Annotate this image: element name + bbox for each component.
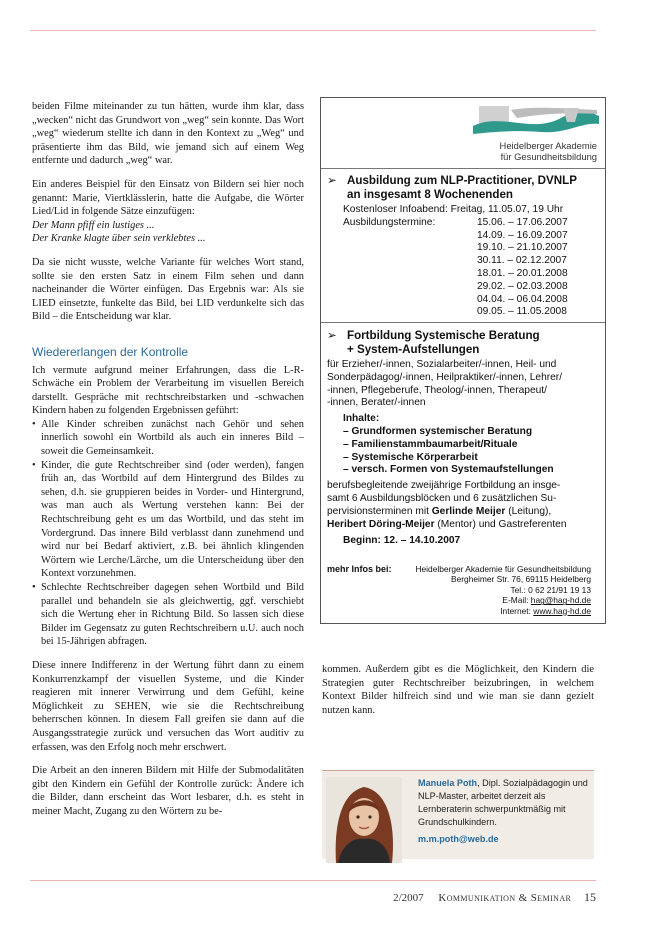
logo-text: für Gesundheitsbildung (500, 151, 597, 162)
contents-item: – Grundformen systemischer Beratung (343, 425, 533, 437)
list-item: • Kinder, die gute Rechtschreiber sind (oder werden), fangen früh an, das Wortbild auf dem Hintergrund des Bildes zu sehen, d.h. sie gruppieren beides in Vorder- und Hintergrund, was man auch als Wertung verstehen kann: Bei der Rechtschreibung geht es um das Wortbild, und das steht im Vordergrund. Das innere Bild verblasst dann zunehmend und wird nur bei Bedarf aktiviert, z.B. bei ähnlich klingenden Wörtern wie Lerche/Lärche, um die Unterscheidung über den Kontext vorzunehmen. (32, 459, 304, 581)
paragraph: kommen. Außerdem gibt es die Möglichkeit, den Kindern die Strategien guter Rechtschreiber beizubringen, in welchem Kontext Bilder hilfreich sind und wie man sie dann gezielt nutzen kann. (322, 664, 594, 716)
date: 30.11. – 02.12.2007 (477, 255, 567, 267)
date: 04.04. – 06.04.2008 (477, 293, 568, 305)
section-heading: Wiedererlangen der Kontrolle (32, 344, 189, 359)
paragraph: Die Arbeit an den inneren Bildern mit Hilfe der Submodalitäten gibt den Kindern ein Gefühl der Kontrolle zurück: Ändere ich die Bilder, dann erscheint das Wort lesbarer, d.h. es steht in meiner Macht, Zugang zu den Wörtern zu be- (32, 765, 304, 817)
paragraph: Ein anderes Beispiel für den Einsatz von Bildern sei hier noch genannt: Marie, Viertklässlerin, hatte die Aufgabe, die Wörter Lied/Lid in folgende Sätze einzufügen: (32, 178, 304, 218)
author-photo (326, 777, 402, 863)
date: 14.09. – 16.09.2007 (477, 229, 568, 241)
date-row (327, 281, 599, 294)
article-right-column (322, 663, 594, 717)
ad-section-systemic (327, 329, 599, 548)
magazine-title: Kommunikation & Seminar (438, 892, 572, 904)
page-number: 15 (584, 890, 596, 904)
example-sentence: Der Kranke klagte über sein verklebtes ... (32, 233, 206, 245)
article-left-column (32, 100, 304, 829)
date-row (327, 230, 599, 243)
date-row (327, 255, 599, 268)
author-email-link[interactable]: m.m.poth@web.de (418, 834, 499, 844)
start-date: Beginn: 12. – 14.10.2007 (343, 535, 461, 547)
date: 29.02. – 02.03.2008 (477, 280, 568, 292)
date-row (327, 294, 599, 307)
divider (321, 322, 605, 323)
list-item: • Alle Kinder schreiben zunächst nach Gehör und sehen innerlich sowohl ein Wortbild als auch ein inneres Bild – soweit die Gemeinsamkeit. (32, 418, 304, 459)
contact-info: mehr Infos bei: Heidelberger Akademie für Gesundheitsbildung Bergheimer Str. 76, 69115 Heidelberg Tel.: 0 62 21/91 19 13 E-Mail: hag@hag-hd.de Internet: www.hag-hd.de (327, 564, 591, 616)
author-bio-box (322, 770, 594, 859)
contents-list (343, 413, 599, 477)
info-label: mehr Infos bei: (327, 564, 392, 574)
date: 15.06. – 17.06.2007 (477, 216, 568, 228)
issue-number: 2/2007 (393, 892, 424, 904)
date-row (327, 268, 599, 281)
contents-label: Inhalte: (343, 413, 380, 425)
org-name: Heidelberger Akademie für Gesundheitsbildung (415, 564, 591, 574)
paragraph: Diese innere Indifferenz in der Wertung führt dann zu einem Konkurrenzkampf der visuellen Systeme, und die Kinder reagieren mit innerer Verwirrung und dem Gefühl, keine Möglichkeit zu SEHEN, wie sie die Rechtschreibung beherrschen können. In diesem Fall greifen sie dann auf die Ausgangsstrategie zurück und versuchen das Wort auditiv zu erfassen, was den Erfolg noch mehr erschwert. (32, 659, 304, 753)
website-link[interactable]: www.hag-hd.de (533, 605, 591, 616)
academy-logo (471, 104, 601, 164)
arrow-bullet-icon: ➢ (327, 174, 337, 187)
bottom-rule (30, 880, 596, 881)
contents-item: – versch. Formen von Systemaufstellungen (343, 464, 554, 476)
ad-section-title: ➢ Fortbildung Systemische Beratung + System-Aufstellungen (327, 329, 540, 356)
date: 09.05. – 11.05.2008 (477, 306, 567, 318)
course-description: berufsbegleitende zweijährige Fortbildung an insge- samt 6 Ausbildungsblöcken und 6 zusätzlichen Su- pervisionsterminen mit Gerlinde Meijer (Leitung), Heribert Döring-Meijer (Mentor) und Gastreferenten (327, 480, 567, 530)
top-rule (30, 30, 596, 31)
list-item: • Schlechte Rechtschreiber dagegen sehen Wortbild und Bild parallel und behandeln sie als gleichwertig, ggf. verschiebt sich die Wertung eher in Richtung Bild. So lassen sich diese Bilder im Gegensatz zu guten Rechtschreibern u.U. auch noch bei 15-Jährigen abfragen. (32, 581, 304, 649)
logo-graphic (471, 104, 601, 140)
arrow-bullet-icon: ➢ (327, 329, 337, 342)
advertisement-box (320, 97, 606, 624)
author-name: Manuela Poth (418, 778, 478, 788)
logo-text: Heidelberger Akademie (499, 140, 597, 151)
date-row (327, 242, 599, 255)
paragraph: Ich vermute aufgrund meiner Erfahrungen, dass die L-R-Schwäche ein Problem der Verarbeitung im visuellen Bereich darstellt. Gespräche mit rechtschreibstarken und -schwachen Kindern haben zu folgenden Ergebnissen geführt: (32, 364, 304, 417)
contents-item: – Familienstammbaumarbeit/Rituale (343, 438, 518, 450)
bio-text (418, 777, 590, 846)
bullet-list (32, 418, 304, 649)
dates-label: Ausbildungstermine: (343, 216, 436, 228)
page-footer (393, 890, 596, 905)
info-evening: Kostenloser Infoabend: Freitag, 11.05.07, 19 Uhr (343, 204, 564, 215)
email-link[interactable]: hag@hag-hd.de (530, 595, 591, 606)
paragraph: Da sie nicht wusste, welche Variante für welches Wort stand, sollte sie den ersten Satz in einem Film sehen und dann nacheinander die Wörter einfügen. Das Ergebnis war: Als sie LIED einsetzte, funkelte das Bild, bei LID verdunkelte sich das Bild – die Entscheidung war klar. (32, 256, 304, 323)
date-row (327, 306, 599, 319)
example-sentence: Der Mann pfiff ein lustiges ... (32, 219, 155, 231)
phone: Tel.: 0 62 21/91 19 13 (510, 584, 591, 595)
date: 18.01. – 20.01.2008 (477, 267, 568, 279)
paragraph: beiden Filme miteinander zu tun hätten, wurde ihm klar, dass „wecken“ nicht das Grundwort von „weg“ sein konnte. Das Wort „weg“ wiederum stellte ich dann in den Kontext zu „Weg“ und präsentierte ihm das Bild, wie jemand sich auf einem Weg entfernte und dadurch „weg“ war. (32, 101, 304, 167)
contents-item: – Systemische Körperarbeit (343, 451, 478, 463)
divider (321, 168, 605, 169)
target-audience: für Erzieher/-innen, Sozialarbeiter/-innen, Heil- und Sonderpädagog/-innen, Heilpraktiker/-innen, Lehrer/ -innen, Pflegeberufe, Theolog/-innen, Therapeut/ -innen, Berater/-innen (327, 359, 563, 409)
ad-section-title: ➢ Ausbildung zum NLP-Practitioner, DVNLP an insgesamt 8 Wochenenden (327, 174, 577, 201)
ad-section-nlp (327, 174, 599, 319)
author-description: , Dipl. Sozialpädagogin und NLP-Master, arbeitet derzeit als Lernberaterin schwerpunktmäßig mit Grundschulkindern. (418, 778, 588, 827)
date: 19.10. – 21.10.2007 (477, 242, 568, 254)
date-row (327, 217, 599, 230)
address: Bergheimer Str. 76, 69115 Heidelberg (451, 574, 591, 585)
